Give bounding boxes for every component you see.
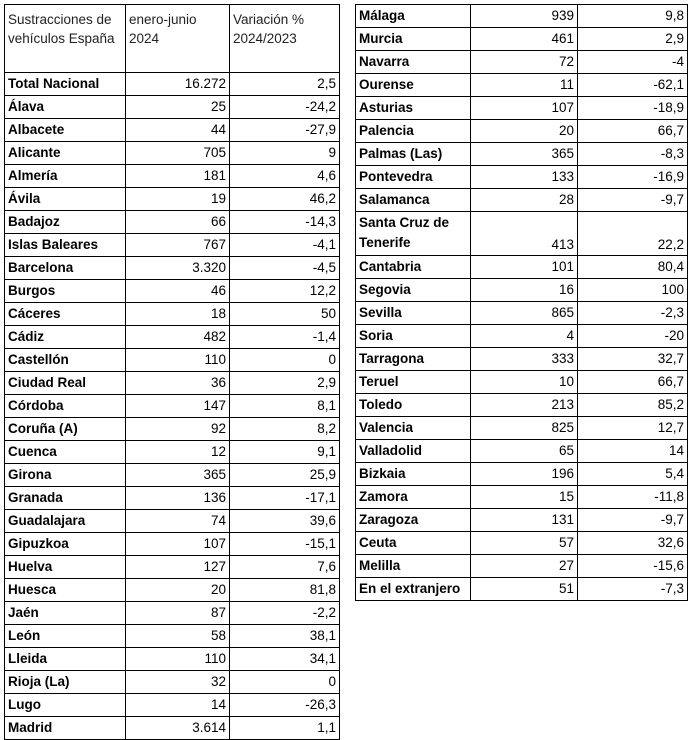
table-row xyxy=(356,555,688,578)
theft-count: 27 xyxy=(471,555,578,578)
theft-count: 44 xyxy=(126,119,230,142)
theft-count: 767 xyxy=(126,234,230,257)
theft-count: 136 xyxy=(126,487,230,510)
variation-percent: 50 xyxy=(230,303,340,326)
table-row xyxy=(5,257,340,280)
variation-percent: -62,1 xyxy=(578,74,688,97)
province-name: León xyxy=(5,625,126,648)
table-row xyxy=(5,464,340,487)
variation-percent: -17,1 xyxy=(230,487,340,510)
variation-percent: 80,4 xyxy=(578,256,688,279)
province-name: Rioja (La) xyxy=(5,671,126,694)
theft-count: 28 xyxy=(471,189,578,212)
theft-count: 10 xyxy=(471,371,578,394)
table-row xyxy=(356,532,688,555)
province-name: Islas Baleares xyxy=(5,234,126,257)
variation-percent: -9,7 xyxy=(578,189,688,212)
theft-count: 107 xyxy=(126,533,230,556)
table-row xyxy=(356,279,688,302)
theft-count: 51 xyxy=(471,578,578,601)
variation-percent: 32,6 xyxy=(578,532,688,555)
variation-percent: 85,2 xyxy=(578,394,688,417)
province-name: Burgos xyxy=(5,280,126,303)
province-name: Melilla xyxy=(356,555,471,578)
theft-count: 865 xyxy=(471,302,578,325)
variation-percent: -24,2 xyxy=(230,96,340,119)
province-name: Zaragoza xyxy=(356,509,471,532)
table-row xyxy=(356,463,688,486)
table-row xyxy=(356,578,688,601)
table-row xyxy=(356,256,688,279)
table-row xyxy=(5,487,340,510)
table-header-row xyxy=(5,5,340,73)
variation-percent: 34,1 xyxy=(230,648,340,671)
theft-count: 939 xyxy=(471,5,578,28)
table-row xyxy=(5,280,340,303)
variation-percent: -8,3 xyxy=(578,143,688,166)
table-row xyxy=(5,96,340,119)
province-name: Salamanca xyxy=(356,189,471,212)
theft-count: 107 xyxy=(471,97,578,120)
header-variation: Variación % 2024/2023 xyxy=(230,5,340,73)
variation-percent: 46,2 xyxy=(230,188,340,211)
province-name: Granada xyxy=(5,487,126,510)
table-row xyxy=(5,234,340,257)
theft-count: 11 xyxy=(471,74,578,97)
table-row xyxy=(356,417,688,440)
variation-percent: -15,1 xyxy=(230,533,340,556)
table-row xyxy=(5,303,340,326)
theft-count: 16 xyxy=(471,279,578,302)
province-name: En el extranjero xyxy=(356,578,471,601)
table-row xyxy=(5,73,340,96)
province-name: Badajoz xyxy=(5,211,126,234)
variation-percent: 5,4 xyxy=(578,463,688,486)
table-row xyxy=(356,189,688,212)
province-name: Pontevedra xyxy=(356,166,471,189)
province-name: Ávila xyxy=(5,188,126,211)
province-name: Málaga xyxy=(356,5,471,28)
province-name: Guadalajara xyxy=(5,510,126,533)
province-name: Asturias xyxy=(356,97,471,120)
theft-count: 20 xyxy=(126,579,230,602)
table-row xyxy=(356,143,688,166)
table-row xyxy=(356,97,688,120)
theft-count: 72 xyxy=(471,51,578,74)
province-name: Huelva xyxy=(5,556,126,579)
variation-percent: -2,2 xyxy=(230,602,340,625)
variation-percent: -1,4 xyxy=(230,326,340,349)
table-row xyxy=(5,372,340,395)
table-row xyxy=(356,394,688,417)
province-name: Girona xyxy=(5,464,126,487)
table-row xyxy=(5,165,340,188)
province-name: Toledo xyxy=(356,394,471,417)
variation-percent: 2,9 xyxy=(230,372,340,395)
province-name: Total Nacional xyxy=(5,73,126,96)
variation-percent: 4,6 xyxy=(230,165,340,188)
province-name: Zamora xyxy=(356,486,471,509)
province-name: Almería xyxy=(5,165,126,188)
table-row xyxy=(5,533,340,556)
theft-count: 365 xyxy=(471,143,578,166)
table-row xyxy=(356,302,688,325)
table-row xyxy=(356,371,688,394)
theft-count: 15 xyxy=(471,486,578,509)
variation-percent: -18,9 xyxy=(578,97,688,120)
theft-count: 147 xyxy=(126,395,230,418)
province-name: Teruel xyxy=(356,371,471,394)
province-name: Cantabria xyxy=(356,256,471,279)
theft-count: 18 xyxy=(126,303,230,326)
province-name: Madrid xyxy=(5,717,126,740)
variation-percent: 32,7 xyxy=(578,348,688,371)
province-name: Gipuzkoa xyxy=(5,533,126,556)
table-row xyxy=(356,28,688,51)
table-row xyxy=(356,5,688,28)
variation-percent: 9,8 xyxy=(578,5,688,28)
theft-count: 74 xyxy=(126,510,230,533)
province-name: Ourense xyxy=(356,74,471,97)
theft-count: 127 xyxy=(126,556,230,579)
variation-percent: 0 xyxy=(230,671,340,694)
variation-percent: 100 xyxy=(578,279,688,302)
province-name: Navarra xyxy=(356,51,471,74)
variation-percent: 25,9 xyxy=(230,464,340,487)
table-row xyxy=(5,441,340,464)
province-name: Sevilla xyxy=(356,302,471,325)
province-name: Murcia xyxy=(356,28,471,51)
theft-count: 12 xyxy=(126,441,230,464)
province-name: Jaén xyxy=(5,602,126,625)
table-row xyxy=(5,211,340,234)
theft-count: 705 xyxy=(126,142,230,165)
province-name: Tarragona xyxy=(356,348,471,371)
theft-count: 825 xyxy=(471,417,578,440)
variation-percent: -2,3 xyxy=(578,302,688,325)
variation-percent: 66,7 xyxy=(578,120,688,143)
table-body-right xyxy=(356,5,688,601)
province-name: Lugo xyxy=(5,694,126,717)
theft-count: 57 xyxy=(471,532,578,555)
table-row xyxy=(5,694,340,717)
province-name: Santa Cruz de Tenerife xyxy=(356,212,471,256)
table-row xyxy=(356,348,688,371)
theft-count: 32 xyxy=(126,671,230,694)
theft-count: 4 xyxy=(471,325,578,348)
theft-count: 131 xyxy=(471,509,578,532)
variation-percent: 7,6 xyxy=(230,556,340,579)
variation-percent: -27,9 xyxy=(230,119,340,142)
table-row xyxy=(356,212,688,256)
variation-percent: 2,5 xyxy=(230,73,340,96)
variation-percent: -4,5 xyxy=(230,257,340,280)
theft-count: 14 xyxy=(126,694,230,717)
province-name: Alicante xyxy=(5,142,126,165)
table-row xyxy=(5,349,340,372)
table-row xyxy=(356,325,688,348)
variation-percent: 12,2 xyxy=(230,280,340,303)
variation-percent: 66,7 xyxy=(578,371,688,394)
variation-percent: -4 xyxy=(578,51,688,74)
theft-count: 110 xyxy=(126,648,230,671)
variation-percent: -9,7 xyxy=(578,509,688,532)
variation-percent: 39,6 xyxy=(230,510,340,533)
theft-count: 181 xyxy=(126,165,230,188)
table-row xyxy=(356,509,688,532)
province-name: Albacete xyxy=(5,119,126,142)
variation-percent: -15,6 xyxy=(578,555,688,578)
province-name: Cáceres xyxy=(5,303,126,326)
theft-count: 46 xyxy=(126,280,230,303)
header-province: Sustracciones de vehículos España xyxy=(5,5,126,73)
theft-count: 3.320 xyxy=(126,257,230,280)
theft-count: 66 xyxy=(126,211,230,234)
variation-percent: 8,1 xyxy=(230,395,340,418)
variation-percent: -20 xyxy=(578,325,688,348)
table-row xyxy=(5,119,340,142)
theft-count: 482 xyxy=(126,326,230,349)
theft-count: 19 xyxy=(126,188,230,211)
theft-count: 20 xyxy=(471,120,578,143)
table-row xyxy=(356,166,688,189)
province-name: Soria xyxy=(356,325,471,348)
theft-count: 87 xyxy=(126,602,230,625)
table-row xyxy=(5,717,340,740)
variation-percent: 0 xyxy=(230,349,340,372)
variation-percent: 8,2 xyxy=(230,418,340,441)
table-row xyxy=(5,395,340,418)
theft-count: 196 xyxy=(471,463,578,486)
table-body-left xyxy=(5,73,340,740)
variation-percent: -4,1 xyxy=(230,234,340,257)
variation-percent: 81,8 xyxy=(230,579,340,602)
province-name: Ciudad Real xyxy=(5,372,126,395)
table-row xyxy=(5,625,340,648)
table-row xyxy=(5,188,340,211)
province-name: Segovia xyxy=(356,279,471,302)
table-row xyxy=(5,648,340,671)
table-row xyxy=(5,142,340,165)
theft-count: 36 xyxy=(126,372,230,395)
theft-count: 110 xyxy=(126,349,230,372)
theft-count: 101 xyxy=(471,256,578,279)
province-name: Barcelona xyxy=(5,257,126,280)
table-row xyxy=(5,510,340,533)
province-name: Huesca xyxy=(5,579,126,602)
theft-count: 58 xyxy=(126,625,230,648)
variation-percent: 14 xyxy=(578,440,688,463)
theft-table-right xyxy=(355,4,688,601)
table-row xyxy=(356,440,688,463)
theft-count: 213 xyxy=(471,394,578,417)
variation-percent: -14,3 xyxy=(230,211,340,234)
table-row xyxy=(356,120,688,143)
province-name: Ceuta xyxy=(356,532,471,555)
table-row xyxy=(5,579,340,602)
province-name: Coruña (A) xyxy=(5,418,126,441)
theft-count: 333 xyxy=(471,348,578,371)
table-row xyxy=(5,418,340,441)
table-row xyxy=(356,51,688,74)
table-row xyxy=(5,602,340,625)
theft-count: 461 xyxy=(471,28,578,51)
province-name: Álava xyxy=(5,96,126,119)
theft-count: 133 xyxy=(471,166,578,189)
variation-percent: -16,9 xyxy=(578,166,688,189)
table-row xyxy=(356,486,688,509)
province-name: Córdoba xyxy=(5,395,126,418)
theft-count: 65 xyxy=(471,440,578,463)
variation-percent: 2,9 xyxy=(578,28,688,51)
table-row xyxy=(5,556,340,579)
province-name: Cádiz xyxy=(5,326,126,349)
province-name: Palmas (Las) xyxy=(356,143,471,166)
province-name: Palencia xyxy=(356,120,471,143)
province-name: Cuenca xyxy=(5,441,126,464)
variation-percent: -7,3 xyxy=(578,578,688,601)
theft-count: 365 xyxy=(126,464,230,487)
variation-percent: 1,1 xyxy=(230,717,340,740)
variation-percent: 9 xyxy=(230,142,340,165)
table-row xyxy=(356,74,688,97)
table-row xyxy=(5,671,340,694)
province-name: Bizkaia xyxy=(356,463,471,486)
province-name: Valencia xyxy=(356,417,471,440)
theft-count: 413 xyxy=(471,212,578,256)
theft-count: 25 xyxy=(126,96,230,119)
theft-count: 3.614 xyxy=(126,717,230,740)
variation-percent: 22,2 xyxy=(578,212,688,256)
variation-percent: 12,7 xyxy=(578,417,688,440)
table-row xyxy=(5,326,340,349)
theft-table-left xyxy=(4,4,340,740)
province-name: Castellón xyxy=(5,349,126,372)
province-name: Valladolid xyxy=(356,440,471,463)
theft-count: 92 xyxy=(126,418,230,441)
variation-percent: -26,3 xyxy=(230,694,340,717)
province-name: Lleida xyxy=(5,648,126,671)
theft-count: 16.272 xyxy=(126,73,230,96)
variation-percent: 9,1 xyxy=(230,441,340,464)
variation-percent: 38,1 xyxy=(230,625,340,648)
header-period: enero-junio 2024 xyxy=(126,5,230,73)
variation-percent: -11,8 xyxy=(578,486,688,509)
